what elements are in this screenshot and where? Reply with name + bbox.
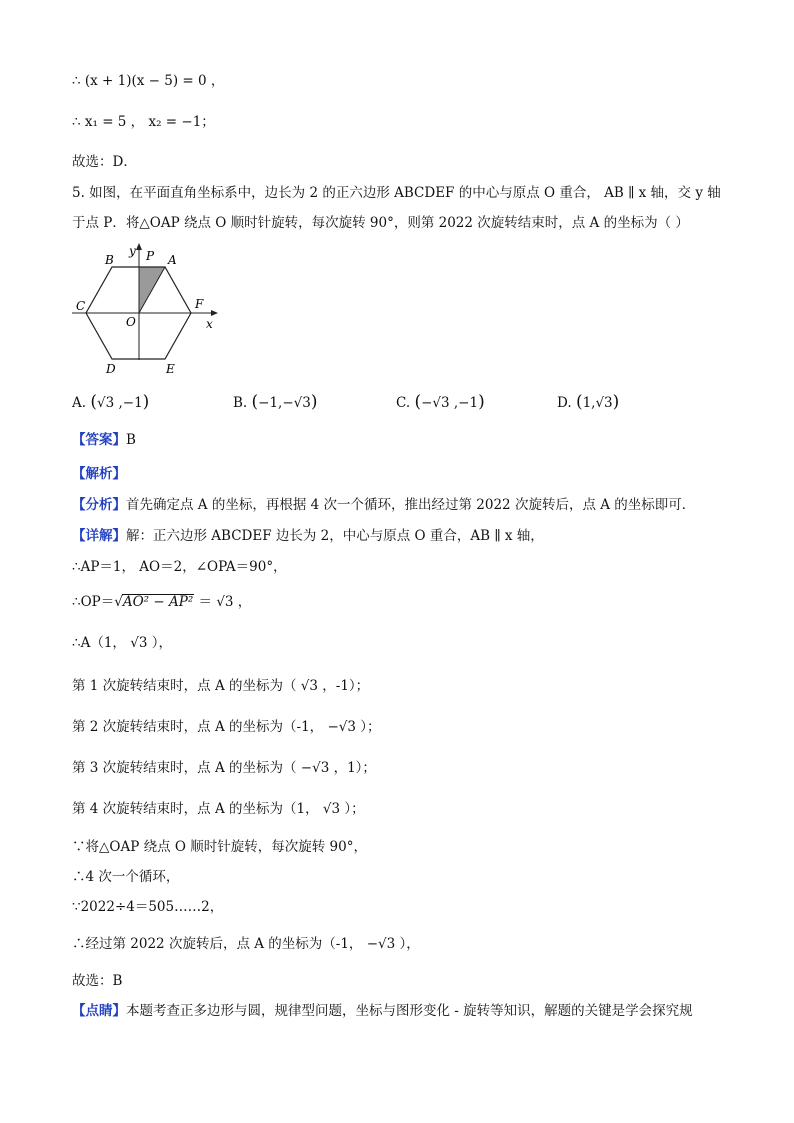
dianjing-text: 本题考查正多边形与圆，规律型问题，坐标与图形变化 - 旋转等知识，解题的关键是学会探究规 <box>126 1003 693 1019</box>
label-y: y <box>129 244 136 258</box>
fenxi-text: 首先确定点 A 的坐标，再根据 4 次一个循环，推出经过第 2022 次旋转后，点 A 的坐标即可． <box>126 497 696 513</box>
analysis-tag: 【解析】 <box>72 466 126 482</box>
answer-line <box>72 431 136 449</box>
answer-tag: 【答案】 <box>72 432 126 448</box>
label-c: C <box>76 299 86 313</box>
xiangjie-line <box>72 527 544 545</box>
xiangjie-text: 解：正六边形 ABCDEF 边长为 2，中心与原点 O 重合，AB ∥ x 轴， <box>126 528 544 544</box>
analysis-line <box>72 465 126 483</box>
option-c-value: −√3 ,−1 <box>421 395 479 411</box>
option-a-value: √3 ,−1 <box>96 395 143 411</box>
option-a-label: A. <box>72 395 87 411</box>
step-2-prefix: ∴OP＝ <box>72 594 115 610</box>
step-7: 第 4 次旋转结束时，点 A 的坐标为（1， √3 ）； <box>72 801 365 817</box>
step-2: ∴OP＝√AO² − AP² ＝ √3 ， <box>72 594 252 610</box>
label-d: D <box>106 362 116 376</box>
step-3: ∴A（1， √3 ）， <box>72 635 172 651</box>
option-c: C. (−√3 ,−1) <box>396 392 485 412</box>
option-b-value: −1,−√3 <box>258 395 311 411</box>
step-4: 第 1 次旋转结束时，点 A 的坐标为（ √3 ，-1）； <box>72 678 370 694</box>
step-6: 第 3 次旋转结束时，点 A 的坐标为（ −√3 ，1）； <box>72 760 376 776</box>
answer-value: B <box>126 432 136 448</box>
step-2-suffix: ＝ √3 ， <box>194 594 252 610</box>
label-f: F <box>195 297 204 311</box>
dianjing-tag: 【点睛】 <box>72 1003 126 1019</box>
label-b: B <box>105 253 114 267</box>
step-9: ∴4 次一个循环， <box>72 869 180 885</box>
step-1: ∴AP＝1， AO＝2，∠OPA＝90°， <box>72 559 287 575</box>
fenxi-line <box>72 496 695 514</box>
step-10: ∵2022÷4＝505……2， <box>72 899 224 915</box>
label-x: x <box>206 317 213 331</box>
step-12: 故选：B <box>72 973 123 989</box>
option-d-label: D. <box>557 395 572 411</box>
option-d: D. (1,√3) <box>557 392 620 412</box>
option-b-label: B. <box>233 395 248 411</box>
option-a: A. (√3 ,−1) <box>72 392 150 412</box>
triangle-oap-shaded <box>139 267 165 313</box>
label-o: O <box>126 315 136 329</box>
xiangjie-tag: 【详解】 <box>72 528 126 544</box>
label-a: A <box>168 253 177 267</box>
option-d-value: 1,√3 <box>582 395 613 411</box>
dianjing-line <box>72 1002 693 1020</box>
step-11: ∴经过第 2022 次旋转后，点 A 的坐标为（-1， −√3 ）， <box>72 936 420 952</box>
line-1: ∴ (x + 1)(x − 5) = 0 ， <box>72 73 225 89</box>
line-2: ∴ x₁ = 5 ， x₂ = −1； <box>72 114 215 130</box>
y-axis-arrow <box>136 243 142 250</box>
line-3: 故选：D． <box>72 154 137 170</box>
step-2-radicand: AO² − AP² <box>122 594 194 610</box>
option-b: B. (−1,−√3) <box>233 392 318 412</box>
question-5-line-1: 5. 如图，在平面直角坐标系中，边长为 2 的正六边形 ABCDEF 的中心与原点 O 重合， AB ∥ x 轴，交 y 轴 <box>72 185 721 201</box>
option-c-label: C. <box>396 395 411 411</box>
label-p: P <box>146 249 155 263</box>
hexagon-figure <box>68 240 228 380</box>
label-e: E <box>166 362 175 376</box>
step-5: 第 2 次旋转结束时，点 A 的坐标为（-1， −√3 ）； <box>72 719 381 735</box>
fenxi-tag: 【分析】 <box>72 497 126 513</box>
step-8: ∵将△OAP 绕点 O 顺时针旋转，每次旋转 90°， <box>72 839 367 855</box>
x-axis-arrow <box>211 310 218 316</box>
question-5-line-2: 于点 P．将△OAP 绕点 O 顺时针旋转，每次旋转 90°，则第 2022 次旋转结束时，点 A 的坐标为（ ） <box>72 215 689 231</box>
